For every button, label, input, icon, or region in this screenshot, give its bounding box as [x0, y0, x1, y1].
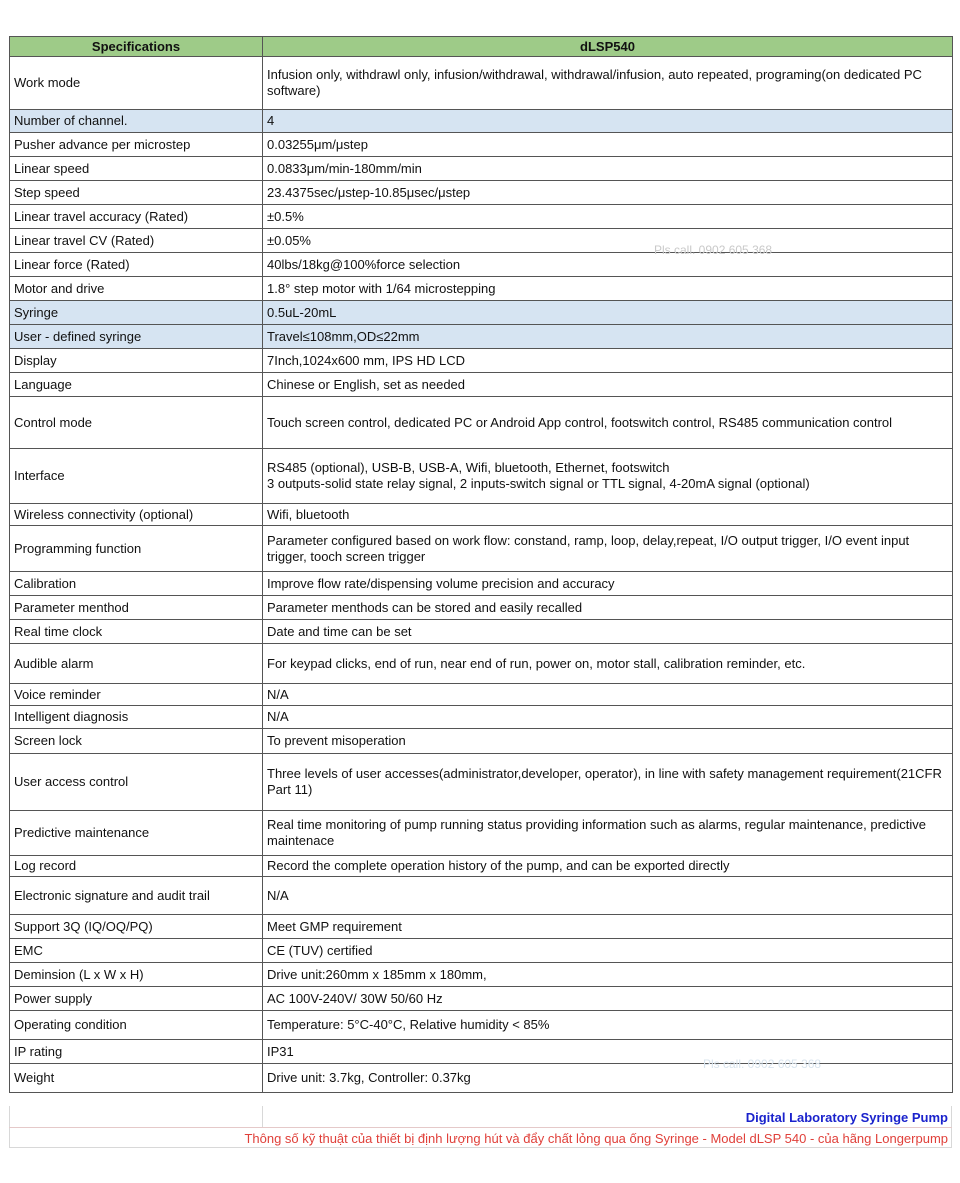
spec-label: Control mode	[10, 397, 263, 449]
table-row	[10, 987, 953, 1011]
spec-value: For keypad clicks, end of run, near end of run, power on, motor stall, calibration reminder, etc.	[263, 644, 953, 684]
table-row	[10, 157, 953, 181]
spec-label: Pusher advance per microstep	[10, 133, 263, 157]
table-row	[10, 253, 953, 277]
spec-label: Parameter menthod	[10, 596, 263, 620]
table-row	[10, 572, 953, 596]
spec-label: Weight	[10, 1064, 263, 1093]
spec-value: Three levels of user accesses(administrator,developer, operator), in line with safety management requirement(21CFR Part 11)	[263, 754, 953, 811]
table-row	[10, 373, 953, 397]
spec-label: Intelligent diagnosis	[10, 706, 263, 729]
table-row	[10, 706, 953, 729]
table-row	[10, 349, 953, 373]
table-row	[10, 325, 953, 349]
spec-value: Infusion only, withdrawl only, infusion/withdrawal, withdrawal/infusion, auto repeated, programing(on dedicated PC software)	[263, 57, 953, 110]
spec-label: Predictive maintenance	[10, 811, 263, 856]
spec-value: Parameter menthods can be stored and easily recalled	[263, 596, 953, 620]
spec-label: EMC	[10, 939, 263, 963]
spec-value: 0.03255μm/μstep	[263, 133, 953, 157]
spec-label: Calibration	[10, 572, 263, 596]
spec-value: Meet GMP requirement	[263, 915, 953, 939]
spec-label: Support 3Q (IQ/OQ/PQ)	[10, 915, 263, 939]
table-row	[10, 526, 953, 572]
spec-label: Language	[10, 373, 263, 397]
spec-value: Real time monitoring of pump running status providing information such as alarms, regular maintenance, predictive maintenace	[263, 811, 953, 856]
spec-value: 7Inch,1024x600 mm, IPS HD LCD	[263, 349, 953, 373]
spec-label: Real time clock	[10, 620, 263, 644]
spec-value: Wifi, bluetooth	[263, 504, 953, 526]
spec-body	[10, 57, 953, 1093]
spec-value: 0.0833μm/min-180mm/min	[263, 157, 953, 181]
spec-value: Drive unit: 3.7kg, Controller: 0.37kg	[263, 1064, 953, 1093]
spec-label: Power supply	[10, 987, 263, 1011]
spec-label: User - defined syringe	[10, 325, 263, 349]
spec-table	[9, 36, 953, 1093]
spec-label: Electronic signature and audit trail	[10, 877, 263, 915]
spec-value	[263, 449, 953, 504]
table-row	[10, 729, 953, 754]
spec-value: N/A	[263, 684, 953, 706]
spec-value: 23.4375sec/μstep-10.85μsec/μstep	[263, 181, 953, 205]
spec-label: Step speed	[10, 181, 263, 205]
table-row	[10, 277, 953, 301]
table-row	[10, 205, 953, 229]
spec-value-line: RS485 (optional), USB-B, USB-A, Wifi, bluetooth, Ethernet, footswitch	[267, 460, 670, 475]
spec-label: Linear speed	[10, 157, 263, 181]
footer-note: Thông số kỹ thuật của thiết bị định lượng hút và đẩy chất lỏng qua ống Syringe - Model dLSP 540 - của hãng Longerpump	[244, 1131, 948, 1146]
table-row	[10, 856, 953, 877]
spec-value: Touch screen control, dedicated PC or Android App control, footswitch control, RS485 communication control	[263, 397, 953, 449]
spec-value: ±0.5%	[263, 205, 953, 229]
spec-label: Syringe	[10, 301, 263, 325]
spec-value: Chinese or English, set as needed	[263, 373, 953, 397]
table-row	[10, 596, 953, 620]
spec-value-line: 3 outputs-solid state relay signal, 2 inputs-switch signal or TTL signal, 4-20mA signal (optional)	[267, 476, 810, 491]
table-row	[10, 644, 953, 684]
spec-value: Drive unit:260mm x 185mm x 180mm,	[263, 963, 953, 987]
table-row	[10, 301, 953, 325]
table-row	[10, 939, 953, 963]
spec-value: AC 100V-240V/ 30W 50/60 Hz	[263, 987, 953, 1011]
watermark: Pls call. 0902 605 368	[703, 1057, 822, 1071]
spec-label: User access control	[10, 754, 263, 811]
spec-label: Audible alarm	[10, 644, 263, 684]
spec-value: N/A	[263, 877, 953, 915]
table-row	[10, 110, 953, 133]
spec-label: IP rating	[10, 1040, 263, 1064]
table-row	[10, 620, 953, 644]
spec-label: Motor and drive	[10, 277, 263, 301]
spec-label: Operating condition	[10, 1011, 263, 1040]
spec-value: 0.5uL-20mL	[263, 301, 953, 325]
spec-value: Record the complete operation history of the pump, and can be exported directly	[263, 856, 953, 877]
spec-value: IP31	[263, 1040, 953, 1064]
spec-label: Deminsion (L x W x H)	[10, 963, 263, 987]
spec-value: To prevent misoperation	[263, 729, 953, 754]
spec-value: Parameter configured based on work flow: constand, ramp, loop, delay,repeat, I/O output trigger, I/O event input trigger, tooch screen trigger	[263, 526, 953, 572]
spec-label: Screen lock	[10, 729, 263, 754]
header-specifications: Specifications	[10, 37, 263, 57]
table-row	[10, 397, 953, 449]
table-row	[10, 811, 953, 856]
spec-label: Programming function	[10, 526, 263, 572]
spec-label: Interface	[10, 449, 263, 504]
spec-label: Work mode	[10, 57, 263, 110]
spec-label: Linear travel accuracy (Rated)	[10, 205, 263, 229]
spec-value: Travel≤108mm,OD≤22mm	[263, 325, 953, 349]
table-row	[10, 754, 953, 811]
table-row	[10, 57, 953, 110]
spec-value: 40lbs/18kg@100%force selection	[263, 253, 953, 277]
spec-label: Linear travel CV (Rated)	[10, 229, 263, 253]
spec-value: Improve flow rate/dispensing volume precision and accuracy	[263, 572, 953, 596]
table-row	[10, 229, 953, 253]
spec-label: Voice reminder	[10, 684, 263, 706]
table-row	[10, 504, 953, 526]
footer-title: Digital Laboratory Syringe Pump	[745, 1110, 948, 1125]
spec-label: Display	[10, 349, 263, 373]
table-row	[10, 915, 953, 939]
table-row	[10, 449, 953, 504]
spec-label: Log record	[10, 856, 263, 877]
watermark: Pls call. 0902 605 368	[654, 243, 773, 257]
table-header-row	[10, 37, 953, 57]
spec-label: Wireless connectivity (optional)	[10, 504, 263, 526]
table-row	[10, 133, 953, 157]
table-row	[10, 684, 953, 706]
table-row	[10, 877, 953, 915]
spec-value: Temperature: 5°C-40°C, Relative humidity < 85%	[263, 1011, 953, 1040]
spec-label: Linear force (Rated)	[10, 253, 263, 277]
spec-value: CE (TUV) certified	[263, 939, 953, 963]
table-row	[10, 963, 953, 987]
table-row	[10, 1011, 953, 1040]
spec-label: Number of channel.	[10, 110, 263, 133]
spec-value: N/A	[263, 706, 953, 729]
spec-value: ±0.05%	[263, 229, 953, 253]
spec-value: 4	[263, 110, 953, 133]
spec-value: 1.8° step motor with 1/64 microstepping	[263, 277, 953, 301]
spec-value: Date and time can be set	[263, 620, 953, 644]
header-model: dLSP540	[263, 37, 953, 57]
footer-divider	[9, 1127, 952, 1128]
table-row	[10, 181, 953, 205]
